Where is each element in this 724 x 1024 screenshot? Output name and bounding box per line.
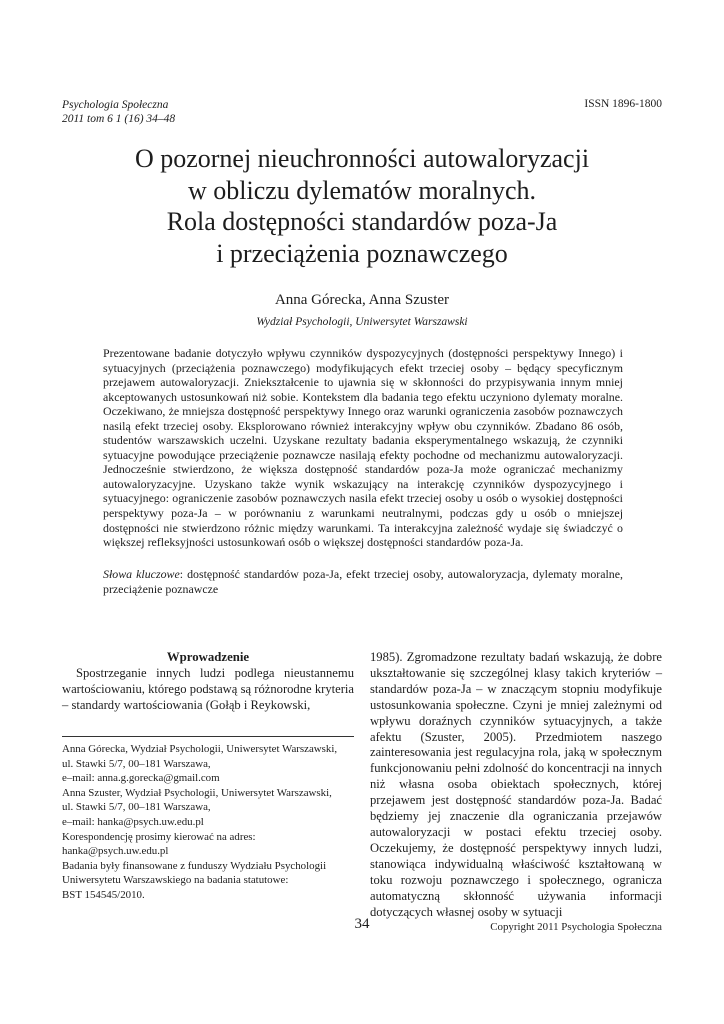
keywords-label: Słowa kluczowe	[103, 567, 180, 581]
page-number: 34	[354, 916, 370, 932]
footnote-line: e–mail: hanka@psych.uw.edu.pl	[62, 815, 204, 828]
journal-header	[62, 98, 175, 126]
footnote-line: e–mail: anna.g.gorecka@gmail.com	[62, 772, 220, 785]
footnote-line: Uniwersytetu Warszawskiego na badania statutowe:	[62, 874, 289, 887]
title-line: O pozornej nieuchronności autowaloryzacji	[134, 144, 590, 173]
title-line: Rola dostępności standardów poza-Ja	[166, 207, 558, 236]
footnotes	[62, 742, 354, 903]
section-heading: Wprowadzenie	[166, 650, 250, 664]
journal-volume: 2011 tom 6 1 (16) 34–48	[62, 113, 176, 125]
footnote-line: ul. Stawki 5/7, 00–181 Warszawa,	[62, 757, 211, 770]
affiliation: Wydział Psychologii, Uniwersytet Warszawski	[256, 316, 468, 328]
article-title	[62, 143, 662, 269]
footnote-line: Badania były finansowane z funduszy Wydziału Psychologii	[62, 859, 327, 872]
footnote-line: BST 154545/2010.	[62, 888, 145, 901]
copyright: Copyright 2011 Psychologia Społeczna	[490, 921, 662, 933]
authors: Anna Górecka, Anna Szuster	[274, 292, 450, 308]
title-line: w obliczu dylematów moralnych.	[187, 175, 537, 205]
keywords-text: : dostępność standardów poza-Ja, efekt trzeciej osoby, autowaloryzacja, dylematy moralne, przeciążenie poznawcze	[103, 567, 623, 596]
footnote-line: ul. Stawki 5/7, 00–181 Warszawa,	[62, 801, 211, 814]
keywords	[103, 567, 623, 596]
footnote-line: Anna Górecka, Wydział Psychologii, Uniwersytet Warszawski,	[62, 743, 338, 755]
issn: ISSN 1896-1800	[584, 98, 662, 110]
journal-name: Psychologia Społeczna	[62, 99, 169, 111]
intro-right-column: 1985). Zgromadzone rezultaty badań wskazują, że dobre ukształtowanie się szczególnej klasy takich kryteriów – standardów poza-Ja – w znaczącym stopniu modyfikuje ustosunkowania społeczne. Czyni je mniej zależnymi od wpływu doraźnych czynników sytuacyjnych, a także afektu (Szuster, 2005). Przedmiotem naszego zainteresowania jest regulacyjna rola, jaką w społecznym funkcjonowaniu pełni zdolność do koncentracji na innych niż własna osoba obiektach społecznych, której przejawem jest dostępność standardów poza-Ja. Badać będziemy jej znaczenie dla ograniczania przejawów autowaloryzacji w postaci efektu trzeciej osoby. Oczekujemy, że dostępność perspektywy innych ludzi, stanowiąca indywidualną właściwość kształtowaną w toku rozwoju poznawczego i społecznego, ogranicza automatyczną skłonność używania informacji dotyczących własnej osoby w sytuacji	[370, 650, 662, 919]
intro-left-column: Spostrzeganie innych ludzi podlega nieustannemu wartościowaniu, którego podstawą są różnorodne kryteria – standardy wartościowania (Gołąb i Reykowski,	[62, 666, 354, 712]
footnote-line: hanka@psych.uw.edu.pl	[62, 845, 169, 858]
title-line: i przeciążenia poznawczego	[216, 238, 508, 268]
abstract: Prezentowane badanie dotyczyło wpływu czynników dyspozycyjnych (dostępności perspektywy Innego) i sytuacyjnych (przeciążenia poznawczego) modyfikujących efekt trzeciej osoby – będący specyficznym przejawem autowaloryzacji. Zniekształcenie to ujawnia się w skłonności do przypisywania innym mniej akceptowanych ustosunkowań niż sobie. Kontekstem dla badania tego efektu uczyniono dylematy moralne. Oczekiwano, że mniejsza dostępność perspektywy Innego oraz warunki ograniczenia zasobów poznawczych nasilą efekt trzeciej osoby. Eksplorowano również interakcyjny wpływ obu czynników. Zbadano 86 osób, studentów warszawskich uczelni. Uzyskane rezultaty badania eksperymentalnego wskazują, że czynniki sytuacyjne powodujące przeciążenie poznawcze nasilają efekty pochodne od mechanizmu autowaloryzacji. Jednocześnie stwierdzono, że większa dostępność standardów poza-Ja może ograniczać mechanizmy autowaloryzacyjne. Uzyskano także wynik wskazujący na interakcję czynników dyspozycyjnego i sytuacyjnego: ograniczenie zasobów poznawczych nasila efekt trzeciej osoby u osób o wysokiej dostępności perspektywy poza-Ja – w porównaniu z warunkami neutralnymi, podczas gdy u osób o mniejszej dostępności nie stwierdzono różnic między warunkami. Ta interakcyjna zależność wydaje się świadczyć o większej refleksyjności ustosunkowań osób o większej dostępności standardów poza-Ja.	[103, 346, 623, 550]
footnote-line: Korespondencję prosimy kierować na adres:	[62, 830, 256, 843]
footnote-divider	[62, 736, 354, 737]
footnote-line: Anna Szuster, Wydział Psychologii, Uniwersytet Warszawski,	[62, 786, 332, 799]
